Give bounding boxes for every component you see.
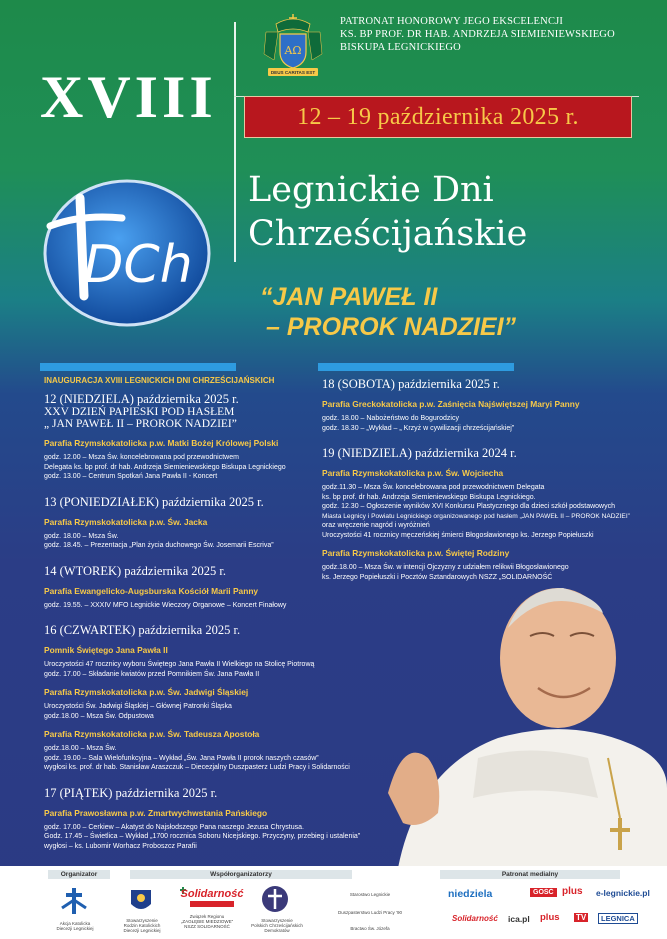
- event-line: ks. bp prof. dr hab. Andrzeja Siemieniewskiego Biskupa Legnickiego.: [322, 493, 536, 501]
- bishop-crest-icon: [258, 10, 328, 80]
- day-heading: 16 (CZWARTEK) października 2025 r.: [44, 623, 241, 637]
- day-subheading: „ JAN PAWEŁ II – PROROK NADZIEI”: [44, 418, 237, 430]
- day-heading: 19 (NIEDZIELA) października 2024 r.: [322, 446, 517, 460]
- event-line: Godz. 17.45 – Świetlica – Wykład „1700 rocznica Soboru Nicejskiego. Przyczyny, przebieg i ustalenia”: [44, 833, 361, 840]
- day-heading: 13 (PONIEDZIAŁEK) października 2025 r.: [44, 494, 264, 509]
- event-line: Miasta Legnicy i Powiatu Legnickiego organizowanego pod hasłem „JAN PAWEŁ II – PROROK NADZIEI”: [322, 512, 630, 520]
- coorganizer-name: Stowarzyszenie Rodzin Katolickich Diecezji Legnickiej: [123, 918, 161, 933]
- honorary-patronage: [340, 15, 640, 54]
- event-line: Uroczystości Św. Jadwigi Śląskiej – Głównej Patronki Śląska: [44, 703, 232, 710]
- program-day: [44, 496, 334, 551]
- day-subheading: XXV DZIEŃ PAPIESKI POD HASŁEM: [44, 406, 235, 418]
- parish-name: Pomnik Świętego Jana Pawła II: [44, 645, 168, 655]
- event-line: godz. 18.45. – Prezentacja „Plan życia duchowego Św. Josemarii Escriva”: [44, 542, 274, 549]
- media-legnica: LEGNICA: [598, 913, 638, 924]
- media-gosc: GOŚĆ: [530, 888, 557, 897]
- program-day: [44, 393, 334, 482]
- program-day: [44, 565, 334, 611]
- program-left-column: [44, 376, 361, 851]
- event-line: wygłosi – ks. Lubomir Worhacz Proboszcz Parafii: [44, 842, 197, 850]
- other-coorganizer: Duszpasterstwo Ludzi Pracy ’90: [337, 910, 403, 915]
- event-line: godz. 17.00 – Składanie kwiatów przed Pomnikiem Św. Jana Pawła II: [44, 670, 260, 678]
- patronage-line: KS. BP PROF. DR HAB. ANDRZEJA SIEMIENIEWSKIEGO: [340, 29, 615, 40]
- coorganizer-name: Związek Regionu „ZAGŁĘBIE MIEDZIOWE” NSZZ SOLIDARNOŚĆ: [180, 914, 234, 929]
- media-e-legnickie: e-legnickie.pl: [596, 888, 650, 898]
- motto-line: “JAN PAWEŁ II: [260, 283, 438, 311]
- event-line: godz. 18.00 – Nabożeństwo do Bogurodzicy: [322, 415, 459, 422]
- catholic-action-icon: [60, 886, 88, 916]
- coorganizer-name: Stowarzyszenie Polskich Chrześcijańskich Demokratów: [251, 918, 303, 933]
- parish-name: Parafia Rzymskokatolicka p.w. Św. Tadeusza Apostoła: [44, 729, 260, 739]
- title-line: Chrześcijańskie: [248, 214, 528, 254]
- festival-title: [248, 168, 527, 256]
- solidarnosc-region-icon: [176, 884, 244, 912]
- header: [0, 0, 667, 340]
- christian-democrats-icon: [260, 884, 290, 914]
- dch-logo-icon: [38, 178, 216, 328]
- event-line: godz. 19.00 – Sala Wielofunkcyjna – Wykład „Św. Jana Pawła II prorok naszych czasów”: [44, 754, 319, 762]
- event-line: godz. 13.00 – Centrum Spotkań Jana Pawła II - Koncert: [44, 473, 218, 480]
- event-line: godz. 12.30 – Ogłoszenie wyników XVI Konkursu Plastycznego dla dzieci szkół podstawowych: [322, 503, 615, 510]
- program-day: [44, 785, 361, 852]
- media-ica: ica.pl: [508, 914, 530, 924]
- parish-name: Parafia Rzymskokatolicka p.w. Matki Bożej Królowej Polski: [44, 438, 279, 448]
- parish-name: Parafia Rzymskokatolicka p.w. Św. Jacka: [44, 516, 208, 527]
- event-line: ks. Jerzego Popiełuszki i Pocztów Sztandarowych NSZZ „SOLIDARNOŚĆ: [322, 573, 553, 581]
- media-plus-radio: plus: [562, 886, 583, 897]
- coorganizers-heading: Współorganizatorzy: [130, 870, 352, 879]
- event-line: Delegata ks. bp prof. dr hab. Andrzeja Siemieniewskiego Biskupa Legnickiego: [44, 463, 286, 471]
- event-line: godz. 12.00 – Msza Św. koncelebrowana pod przewodnictwem: [44, 454, 239, 461]
- svg-text:Solidarność: Solidarność: [180, 888, 244, 900]
- event-line: oraz wręczenie nagród i wyróżnień: [322, 522, 430, 529]
- event-line: godz. 18.30 – „Wykład – „ Krzyż w cywilizacji chrześcijańskiej”: [322, 424, 515, 432]
- title-line: Legnickie Dni: [248, 170, 494, 210]
- patronage-line: BISKUPA LEGNICKIEGO: [340, 42, 461, 53]
- parish-name: Parafia Rzymskokatolicka p.w. Świętej Rodziny: [322, 548, 510, 558]
- day-heading: 14 (WTOREK) października 2025 r.: [44, 563, 227, 578]
- inauguration-heading: INAUGURACJA XVIII LEGNICKICH DNI CHRZEŚCIJAŃSKICH: [44, 376, 275, 385]
- event-line: godz.18.00 – Msza Św. Odpustowa: [44, 712, 154, 720]
- patronage-line: PATRONAT HONOROWY JEGO EKSCELENCJI: [340, 16, 564, 27]
- event-line: godz. 18.00 – Msza Św.: [44, 532, 119, 540]
- footer: [0, 866, 667, 939]
- event-line: godz.18.00 – Msza Św. w intencji Ojczyzny z udziałem relikwii Błogosławionego: [322, 564, 569, 571]
- event-dates: 12 – 19 października 2025 r.: [297, 103, 579, 130]
- organizer-name: Akcja Katolicka Diecezji Legnickiej: [56, 921, 94, 931]
- column-divider-bar: [318, 363, 514, 371]
- parish-name: Parafia Prawosławna p.w. Zmartwychwstania Pańskiego: [44, 807, 268, 818]
- other-coorganizer: Starostwo Legnickie: [349, 892, 391, 897]
- event-line: godz.11.30 – Msza Św. koncelebrowana pod przewodnictwem Delegata: [322, 484, 545, 491]
- crest-banner-text: DEUS CARITAS EST: [270, 70, 316, 75]
- festival-motto: [260, 282, 516, 342]
- pope-john-paul-ii-photo: [358, 568, 667, 868]
- parish-name: Parafia Ewangelicko-Augsburska Kościół Marii Panny: [44, 585, 259, 596]
- day-heading: 12 (NIEDZIELA) października 2025 r.: [44, 392, 239, 406]
- program-right-column: [322, 376, 632, 582]
- crest-shield-text: AΩ: [284, 44, 302, 57]
- media-plus: plus: [540, 912, 560, 923]
- media-niedziela: niedziela: [448, 888, 493, 900]
- column-divider-bar: [40, 363, 236, 371]
- other-coorganizer: Bractwo Św. Józefa: [350, 926, 390, 931]
- day-heading: 17 (PIĄTEK) października 2025 r.: [44, 785, 218, 800]
- program-day: [322, 447, 632, 582]
- program-day: [44, 623, 350, 773]
- event-line: wygłosi ks. prof. dr hab. Stanisław Araszczuk – Diecezjalny Duszpasterz Ludzi Pracy i Solidarności: [44, 764, 350, 771]
- event-line: Uroczystości 47 rocznicy wyboru Świętego Jana Pawła II Wielkiego na Stolicę Piotrową: [44, 661, 315, 668]
- program-day: [322, 378, 632, 433]
- family-association-icon: [127, 886, 155, 914]
- event-line: godz. 19.55. – XXXIV MFO Legnickie Wieczory Organowe – Koncert Finałowy: [44, 601, 287, 609]
- frame-vertical-line: [234, 22, 236, 262]
- media-patronage-heading: Patronat medialny: [440, 870, 620, 879]
- motto-line: – PROROK NADZIEI”: [266, 313, 517, 341]
- event-line: godz. 17.00 – Cerkiew – Akatyst do Najsłodszego Pana naszego Jezusa Chrystusa.: [44, 823, 304, 831]
- organizer-heading: Organizator: [48, 870, 110, 879]
- parish-name: Parafia Rzymskokatolicka p.w. Św. Jadwigi Śląskiej: [44, 687, 249, 697]
- logo-text: DCh: [83, 235, 193, 295]
- date-box: [244, 96, 632, 138]
- parish-name: Parafia Greckokatolicka p.w. Zaśnięcia Najświętszej Maryi Panny: [322, 399, 580, 409]
- media-tv: TV: [576, 913, 587, 922]
- event-line: godz.18.00 – Msza Św.: [44, 745, 117, 752]
- edition-number: XVIII: [40, 64, 217, 130]
- day-heading: 18 (SOBOTA) października 2025 r.: [322, 377, 500, 391]
- media-solidarnosc: Solidarność: [452, 914, 498, 923]
- event-line: Uroczystości 41 rocznicy męczeńskiej śmierci Błogosławionego ks. Jerzego Popiełuszki: [322, 531, 594, 539]
- parish-name: Parafia Rzymskokatolicka p.w. Św. Wojciecha: [322, 468, 504, 478]
